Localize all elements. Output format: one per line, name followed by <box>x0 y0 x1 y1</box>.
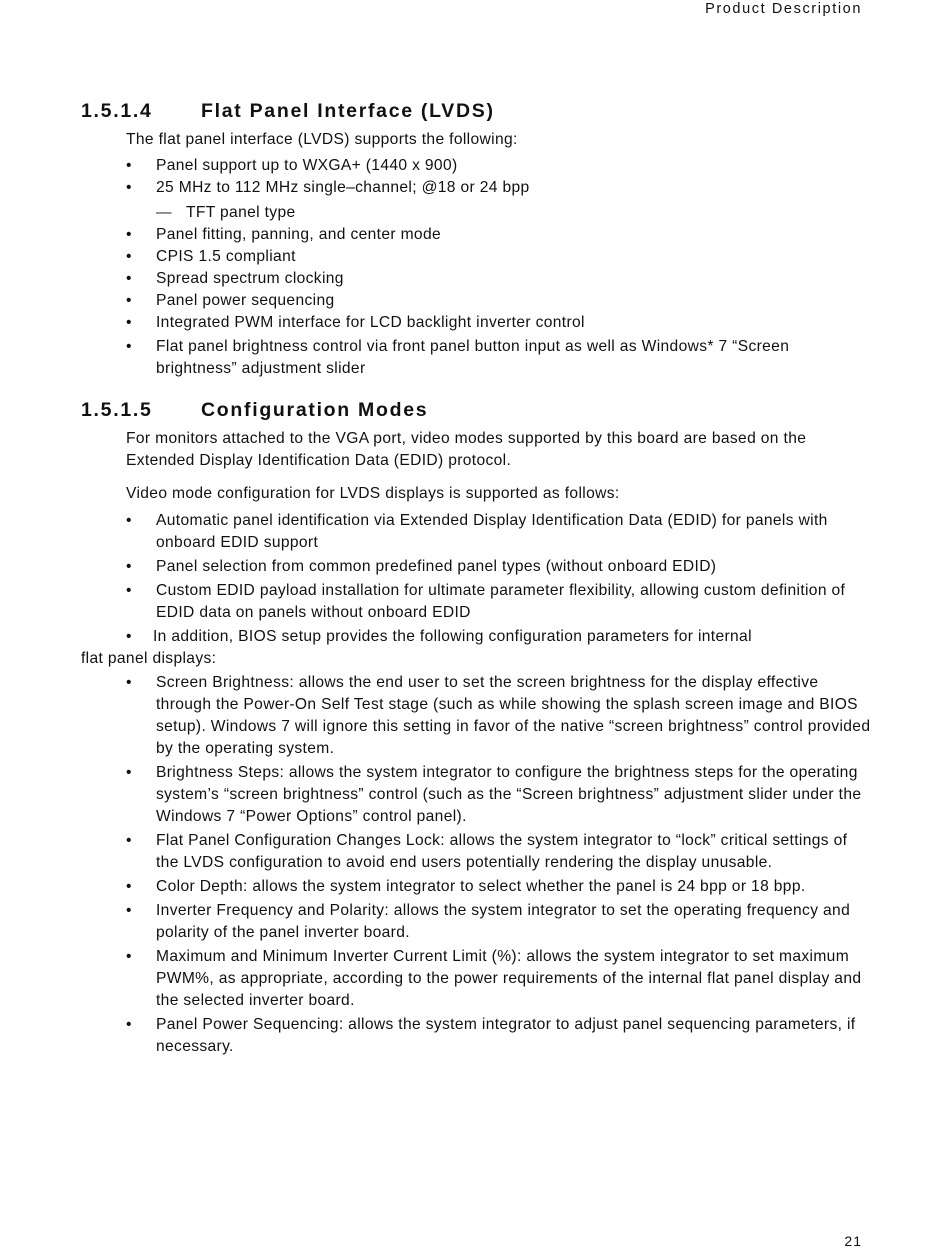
list-item: • Color Depth: allows the system integrator to select whether the panel is 24 bpp or 18 bpp. <box>126 878 806 895</box>
sub-list-item: — TFT panel type <box>156 204 296 221</box>
list-item: • Panel support up to WXGA+ (1440 x 900) <box>126 157 458 174</box>
running-header: Product Description <box>705 1 862 17</box>
list-item: • Panel Power Sequencing: allows the system integrator to adjust panel sequencing parameters, if necessary. <box>126 1016 856 1055</box>
list-item: • Spread spectrum clocking <box>126 270 344 287</box>
bullet-list <box>81 672 871 1058</box>
page-number: 21 <box>844 1233 862 1249</box>
section-title: Configuration Modes <box>201 399 429 421</box>
list-item: • Brightness Steps: allows the system integrator to configure the brightness steps for the operating system’s “screen brightness” control (such as the “Screen brightness” adjustment slider under the Windows 7 “Power Options” control panel). <box>126 764 862 825</box>
section-heading <box>81 99 871 123</box>
list-item: • Maximum and Minimum Inverter Current Limit (%): allows the system integrator to set maximum PWM%, as appropriate, according to the power requirements of the internal flat panel display and the selected inverter board. <box>126 948 862 1009</box>
section-number: 1.5.1.4 <box>81 100 153 122</box>
list-item: • Automatic panel identification via Extended Display Identification Data (EDID) for panels with onboard EDID support <box>126 512 828 551</box>
paragraph: Video mode configuration for LVDS displays is supported as follows: <box>126 485 620 502</box>
section-title: Flat Panel Interface (LVDS) <box>201 100 495 122</box>
list-item: • 25 MHz to 112 MHz single–channel; @18 or 24 bpp <box>126 179 530 196</box>
list-item: • Flat panel brightness control via front panel button input as well as Windows* 7 “Screen brightness” adjustment slider <box>126 338 790 377</box>
section-intro: The flat panel interface (LVDS) supports the following: <box>126 131 518 148</box>
list-item: • Custom EDID payload installation for ultimate parameter flexibility, allowing custom definition of EDID data on panels without onboard EDID <box>126 582 846 621</box>
list-item: • Panel power sequencing <box>126 292 335 309</box>
section-configuration-modes <box>81 398 871 1058</box>
bullet-list <box>81 155 871 380</box>
list-item: • Flat Panel Configuration Changes Lock: allows the system integrator to “lock” critical settings of the LVDS configuration to avoid end users potentially rendering the display unusable. <box>126 832 848 871</box>
section-heading <box>81 398 871 422</box>
list-item: • Integrated PWM interface for LCD backlight inverter control <box>126 314 585 331</box>
bullet-list <box>81 510 871 624</box>
section-flat-panel-interface <box>81 99 871 380</box>
section-number: 1.5.1.5 <box>81 399 153 421</box>
list-item: • Panel fitting, panning, and center mode <box>126 226 441 243</box>
list-item: • Screen Brightness: allows the end user to set the screen brightness for the display effective through the Power-On Self Test stage (such as while showing the splash screen image and BIOS setup). Windows 7 will ignore this setting in favor of the native “screen brightness” control provided by the operating system. <box>126 674 871 757</box>
list-item: • CPIS 1.5 compliant <box>126 248 296 265</box>
list-item: • Inverter Frequency and Polarity: allows the system integrator to set the operating frequency and polarity of the panel inverter board. <box>126 902 851 941</box>
loose-list-item: • In addition, BIOS setup provides the following configuration parameters for internal flat panel displays: <box>81 628 752 667</box>
list-item: • Panel selection from common predefined panel types (without onboard EDID) <box>126 558 717 575</box>
paragraph: For monitors attached to the VGA port, video modes supported by this board are based on the Extended Display Identification Data (EDID) protocol. <box>126 430 807 469</box>
